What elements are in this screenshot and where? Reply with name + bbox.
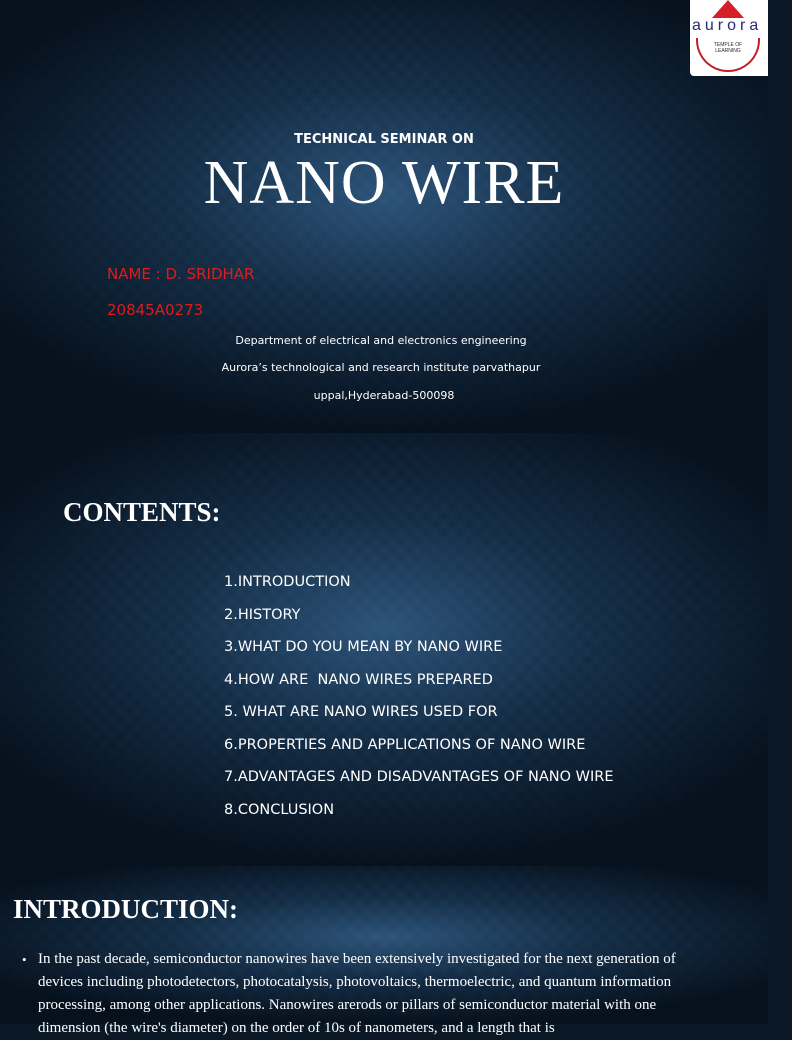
list-item: 1.INTRODUCTION (224, 574, 351, 590)
list-item: 5. WHAT ARE NANO WIRES USED FOR (224, 704, 498, 720)
title-slide (0, 0, 768, 433)
roll-number: 20845A0273 (107, 301, 204, 319)
presenter-name: NAME : D. SRIDHAR (107, 265, 255, 283)
bullet-icon: • (22, 952, 27, 967)
contents-list (224, 574, 614, 834)
list-item: 7.ADVANTAGES AND DISADVANTAGES OF NANO WIRE (224, 769, 614, 785)
bullet-text: In the past decade, semiconductor nanowires have been extensively investigated for the next generation of devices including photodetectors, photocatalysis, photovoltaics, thermoelectric, and quantum information processing, among other applications. Nanowires arerods or pillars of semiconductor material with one dimension (the wire's diameter) on the order of 10s of nanometers, and a length that is (38, 951, 676, 1036)
list-item: 4.HOW ARE NANO WIRES PREPARED (224, 671, 493, 688)
list-item: 8.CONCLUSION (224, 801, 335, 818)
address-line: uppal,Hyderabad-500098 (313, 389, 455, 402)
department-line: Department of electrical and electronics engineering (235, 334, 527, 347)
list-item: 2.HISTORY (224, 606, 301, 623)
introduction-slide (0, 866, 768, 1036)
contents-slide (0, 433, 768, 866)
contents-heading: CONTENTS: (63, 497, 221, 527)
institute-line: Aurora’s technological and research institute parvathapur (221, 361, 541, 374)
logo-tagline: TEMPLE OF LEARNING (713, 42, 743, 54)
seminar-kicker: TECHNICAL SEMINAR ON (294, 132, 474, 147)
introduction-heading: INTRODUCTION: (13, 894, 239, 924)
list-item: 3.WHAT DO YOU MEAN BY NANO WIRE (224, 639, 503, 655)
logo-wordmark: aurora (692, 17, 763, 34)
list-item: 6.PROPERTIES AND APPLICATIONS OF NANO WIRE (224, 736, 586, 753)
bullet-paragraph (22, 948, 722, 1040)
aurora-logo (690, 0, 768, 76)
logo-triangle-icon (712, 0, 744, 18)
page-title: NANO WIRE (203, 149, 565, 217)
